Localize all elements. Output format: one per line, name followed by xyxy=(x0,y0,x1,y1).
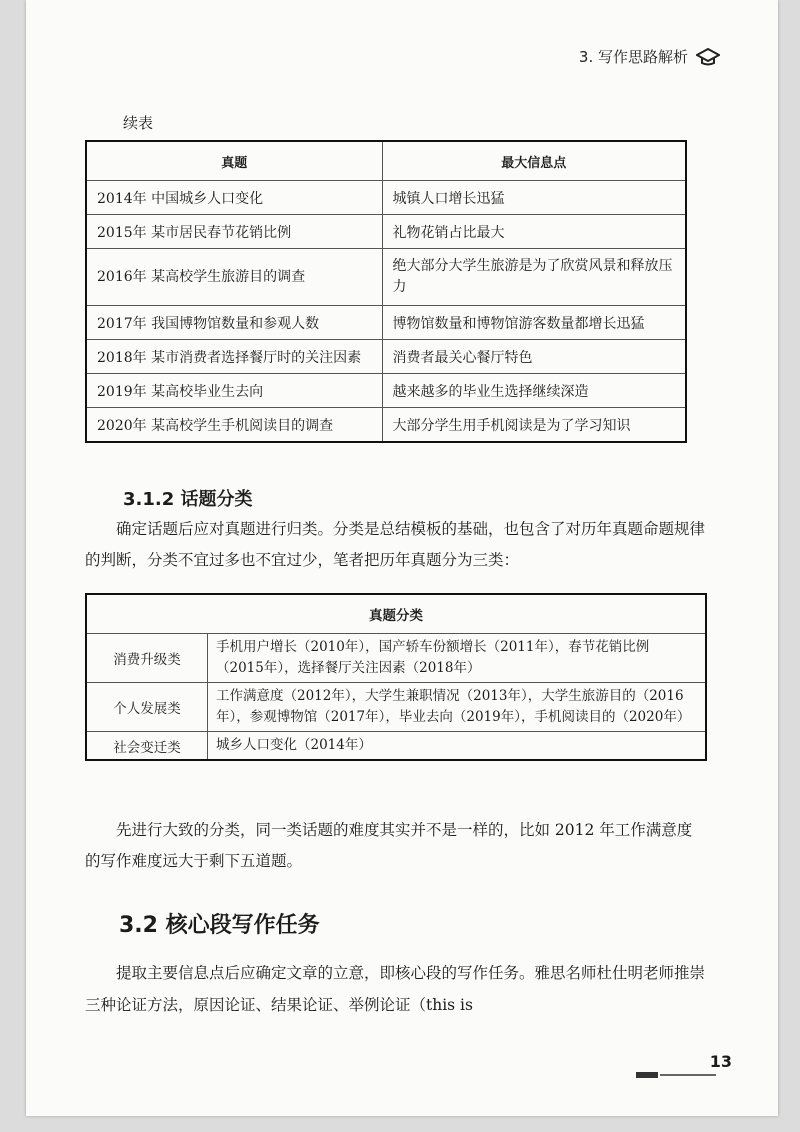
running-header xyxy=(579,46,720,67)
table-row xyxy=(86,374,686,408)
body-paragraph: 确定话题后应对真题进行归类。分类是总结模板的基础，也包含了对历年真题命题规律的判断，分类不宜过多也不宜过少，笔者把历年真题分为三类： xyxy=(85,520,706,569)
subsection-number: 3.1.2 xyxy=(123,489,175,510)
category-cell: 个人发展类 xyxy=(86,683,208,732)
body-paragraph: 提取主要信息点后应确定文章的立意，即核心段的写作任务。雅思名师杜仕明老师推崇三种论证方法，原因论证、结果论证、举例论证（this is xyxy=(85,964,706,1014)
topic-info-table xyxy=(85,140,687,443)
page-number: 13 xyxy=(709,1052,732,1071)
table-header-row xyxy=(86,594,706,634)
section-title: 核心段写作任务 xyxy=(165,913,320,938)
table-row xyxy=(86,306,686,340)
topics-cell: 手机用户增长（2010年），国产轿车份额增长（2011年），春节花销比例（2015年），选择餐厅关注因素（2018年） xyxy=(208,634,707,683)
table-header-row xyxy=(86,141,686,181)
table-row xyxy=(86,181,686,215)
table-row xyxy=(86,683,706,732)
table-row xyxy=(86,340,686,374)
table-cell: 消费者最关心餐厅特色 xyxy=(382,340,686,374)
table-row xyxy=(86,732,706,761)
section-number: 3.2 xyxy=(119,913,158,938)
table-cell: 越来越多的毕业生选择继续深造 xyxy=(382,374,686,408)
topics-cell: 工作满意度（2012年），大学生兼职情况（2013年），大学生旅游目的（2016年），参观博物馆（2017年），毕业去向（2019年），手机阅读目的（2020年） xyxy=(208,683,707,732)
category-cell: 社会变迁类 xyxy=(86,732,208,761)
footer-line xyxy=(660,1074,716,1076)
graduation-cap-icon xyxy=(696,47,720,67)
category-cell: 消费升级类 xyxy=(86,634,208,683)
column-header: 最大信息点 xyxy=(382,141,686,181)
table-row xyxy=(86,408,686,443)
footer-decoration xyxy=(636,1072,716,1078)
table-cell: 礼物花销占比最大 xyxy=(382,215,686,249)
table-cell: 2019年 某高校毕业生去向 xyxy=(86,374,382,408)
table-title: 真题分类 xyxy=(86,594,706,634)
table-row xyxy=(86,215,686,249)
table-cell: 大部分学生用手机阅读是为了学习知识 xyxy=(382,408,686,443)
continued-table-label: 续表 xyxy=(123,114,154,132)
footer-bar xyxy=(636,1072,658,1078)
table-cell: 2014年 中国城乡人口变化 xyxy=(86,181,382,215)
topics-cell: 城乡人口变化（2014年） xyxy=(208,732,707,761)
table-cell: 2015年 某市居民春节花销比例 xyxy=(86,215,382,249)
table-cell: 城镇人口增长迅猛 xyxy=(382,181,686,215)
table-cell: 2017年 我国博物馆数量和参观人数 xyxy=(86,306,382,340)
book-page xyxy=(26,0,778,1116)
header-title: 3. 写作思路解析 xyxy=(578,48,688,66)
subsection-title: 话题分类 xyxy=(180,489,253,510)
table-row xyxy=(86,249,686,306)
topic-category-table xyxy=(85,593,707,761)
table-cell: 绝大部分大学生旅游是为了欣赏风景和释放压力 xyxy=(382,249,686,306)
body-paragraph: 先进行大致的分类，同一类话题的难度其实并不是一样的，比如 2012 年工作满意度的写作难度远大于剩下五道题。 xyxy=(85,821,693,870)
table-row xyxy=(86,634,706,683)
subsection-heading xyxy=(123,485,253,511)
section-heading xyxy=(119,908,320,939)
table-cell: 2020年 某高校学生手机阅读目的调查 xyxy=(86,408,382,443)
column-header: 真题 xyxy=(86,141,382,181)
table-cell: 2016年 某高校学生旅游目的调查 xyxy=(86,249,382,306)
table-cell: 2018年 某市消费者选择餐厅时的关注因素 xyxy=(86,340,382,374)
table-cell: 博物馆数量和博物馆游客数量都增长迅猛 xyxy=(382,306,686,340)
